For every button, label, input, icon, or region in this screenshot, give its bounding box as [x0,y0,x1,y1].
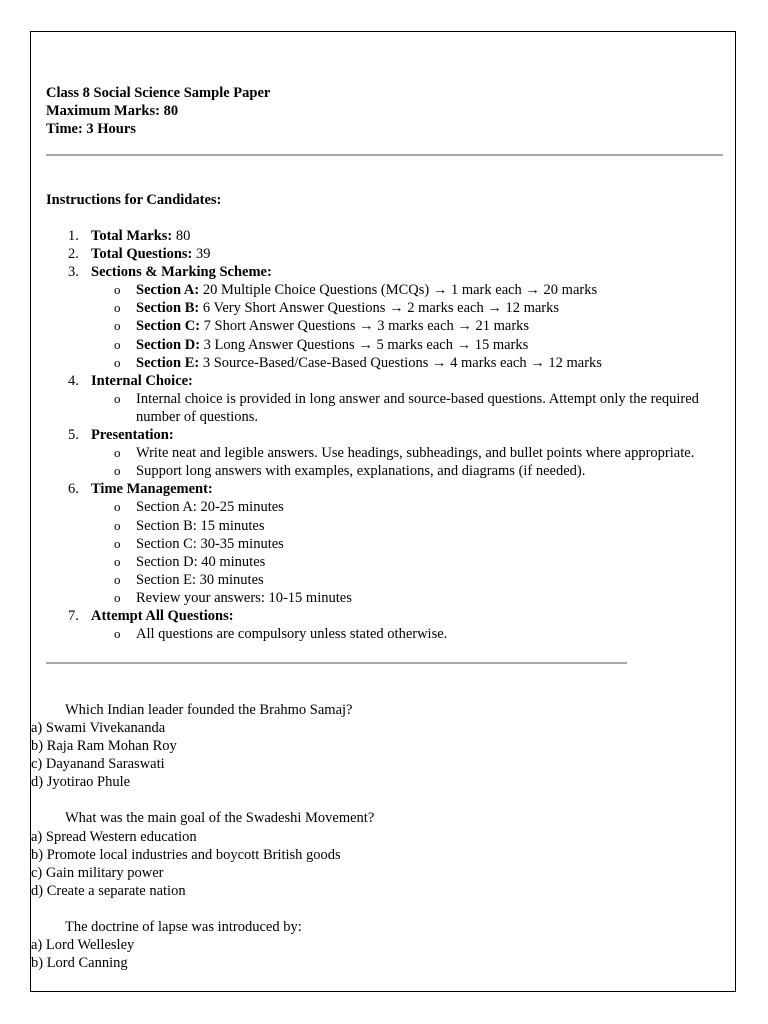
instruction-number: 7. [68,607,79,624]
question-option: d) Jyotirao Phule [31,774,131,791]
instruction-text: 39 [192,246,211,263]
instruction-number: 1. [68,228,79,244]
bullet-icon: o [114,390,121,406]
bullet-icon: o [114,318,121,334]
subitem-text: Section E: 30 minutes [136,571,264,588]
question-block [31,809,731,899]
subitem-text: Support long answers with examples, explanations, and diagrams (if needed). [136,463,586,480]
question-option: b) Raja Ram Mohan Roy [31,738,177,755]
instruction-subitem [46,498,726,516]
instruction-subitem [46,571,726,589]
document-page [30,31,736,992]
instruction-number: 4. [68,372,79,389]
instruction-subitem [46,625,726,643]
instruction-subitem [46,281,726,299]
instruction-subitem [46,444,726,462]
question-option: d) Create a separate nation [31,882,186,899]
instruction-subitem [46,589,726,607]
instruction-subitem [46,299,726,317]
subitem-label: Section C: [136,318,201,335]
maximum-marks: Maximum Marks: 80 [46,103,179,119]
instruction-label: Total Marks: [91,228,173,244]
bullet-icon: o [114,282,121,298]
instruction-label: Total Questions: [91,246,193,263]
instruction-subitem [46,390,726,426]
bullet-icon: o [114,517,121,533]
instruction-text: 80 [172,228,191,244]
instruction-subitem [46,354,726,372]
instruction-label: Internal Choice: [91,372,193,389]
instruction-subitem [46,553,726,571]
instruction-item [46,480,726,498]
subitem-text: Internal choice is provided in long answer and source-based questions. Attempt only the required number of questions. [136,390,699,425]
instruction-item [46,607,726,625]
instruction-subitem [46,317,726,335]
question-text: Which Indian leader founded the Brahmo Samaj? [65,702,353,718]
question-option: a) Spread Western education [31,828,197,845]
subitem-text: Section B: 15 minutes [136,517,265,534]
divider-top [46,154,723,156]
question-block [31,918,731,972]
question-option: a) Lord Wellesley [31,937,135,954]
subitem-label: Section E: [136,354,200,371]
bullet-icon: o [114,463,121,479]
bullet-icon: o [114,589,121,605]
instruction-subitem [46,535,726,553]
instruction-label: Sections & Marking Scheme: [91,264,272,281]
paper-title: Class 8 Social Science Sample Paper [46,85,271,101]
question-option: a) Swami Vivekananda [31,720,166,737]
divider-bottom [46,662,627,664]
instruction-item [46,426,726,444]
question-block [31,701,731,791]
bullet-icon: o [114,553,121,569]
instructions-heading: Instructions for Candidates: [46,192,222,208]
question-text: What was the main goal of the Swadeshi Movement? [65,810,375,827]
instruction-item [46,227,726,245]
instruction-item [46,263,726,281]
subitem-text: All questions are compulsory unless stated otherwise. [136,626,448,643]
subitem-text: Section A: 20-25 minutes [136,499,284,516]
subitem-text: Review your answers: 10-15 minutes [136,589,352,606]
bullet-icon: o [114,445,121,461]
subitem-label: Section B: [136,300,200,317]
instruction-number: 3. [68,264,79,281]
bullet-icon: o [114,336,121,352]
bullet-icon: o [114,571,121,587]
subitem-text: Section C: 30-35 minutes [136,535,284,552]
time-allowed: Time: 3 Hours [46,121,136,137]
bullet-icon: o [114,300,121,316]
bullet-icon: o [114,354,121,370]
bullet-icon: o [114,499,121,515]
instruction-number: 6. [68,481,79,498]
question-option: c) Dayanand Saraswati [31,756,165,773]
subitem-text: 20 Multiple Choice Questions (MCQs) → 1 mark each → 20 marks [199,282,598,299]
instruction-item [46,372,726,390]
instructions-list [46,227,726,643]
subitem-text: 3 Source-Based/Case-Based Questions → 4 marks each → 12 marks [199,354,602,371]
instruction-subitem [46,462,726,480]
instruction-item [46,245,726,263]
question-option: b) Promote local industries and boycott British goods [31,846,341,863]
questions-list [31,701,731,990]
instruction-label: Time Management: [91,481,213,498]
bullet-icon: o [114,535,121,551]
instruction-subitem [46,517,726,535]
question-text: The doctrine of lapse was introduced by: [65,918,302,935]
subitem-text: Write neat and legible answers. Use headings, subheadings, and bullet points where appropriate. [136,445,695,462]
subitem-label: Section A: [136,282,200,299]
subitem-text: 7 Short Answer Questions → 3 marks each → 21 marks [200,318,530,335]
paper-header [46,84,270,138]
instruction-number: 5. [68,427,79,444]
subitem-text: 6 Very Short Answer Questions → 2 marks each → 12 marks [199,300,560,317]
instruction-label: Attempt All Questions: [91,607,234,624]
subitem-text: 3 Long Answer Questions → 5 marks each → 15 marks [200,336,529,353]
question-option: c) Gain military power [31,864,164,881]
question-option: b) Lord Canning [31,955,128,972]
instruction-subitem [46,336,726,354]
instruction-label: Presentation: [91,427,174,444]
subitem-text: Section D: 40 minutes [136,553,266,570]
instruction-number: 2. [68,246,79,263]
subitem-label: Section D: [136,336,201,353]
bullet-icon: o [114,626,121,642]
